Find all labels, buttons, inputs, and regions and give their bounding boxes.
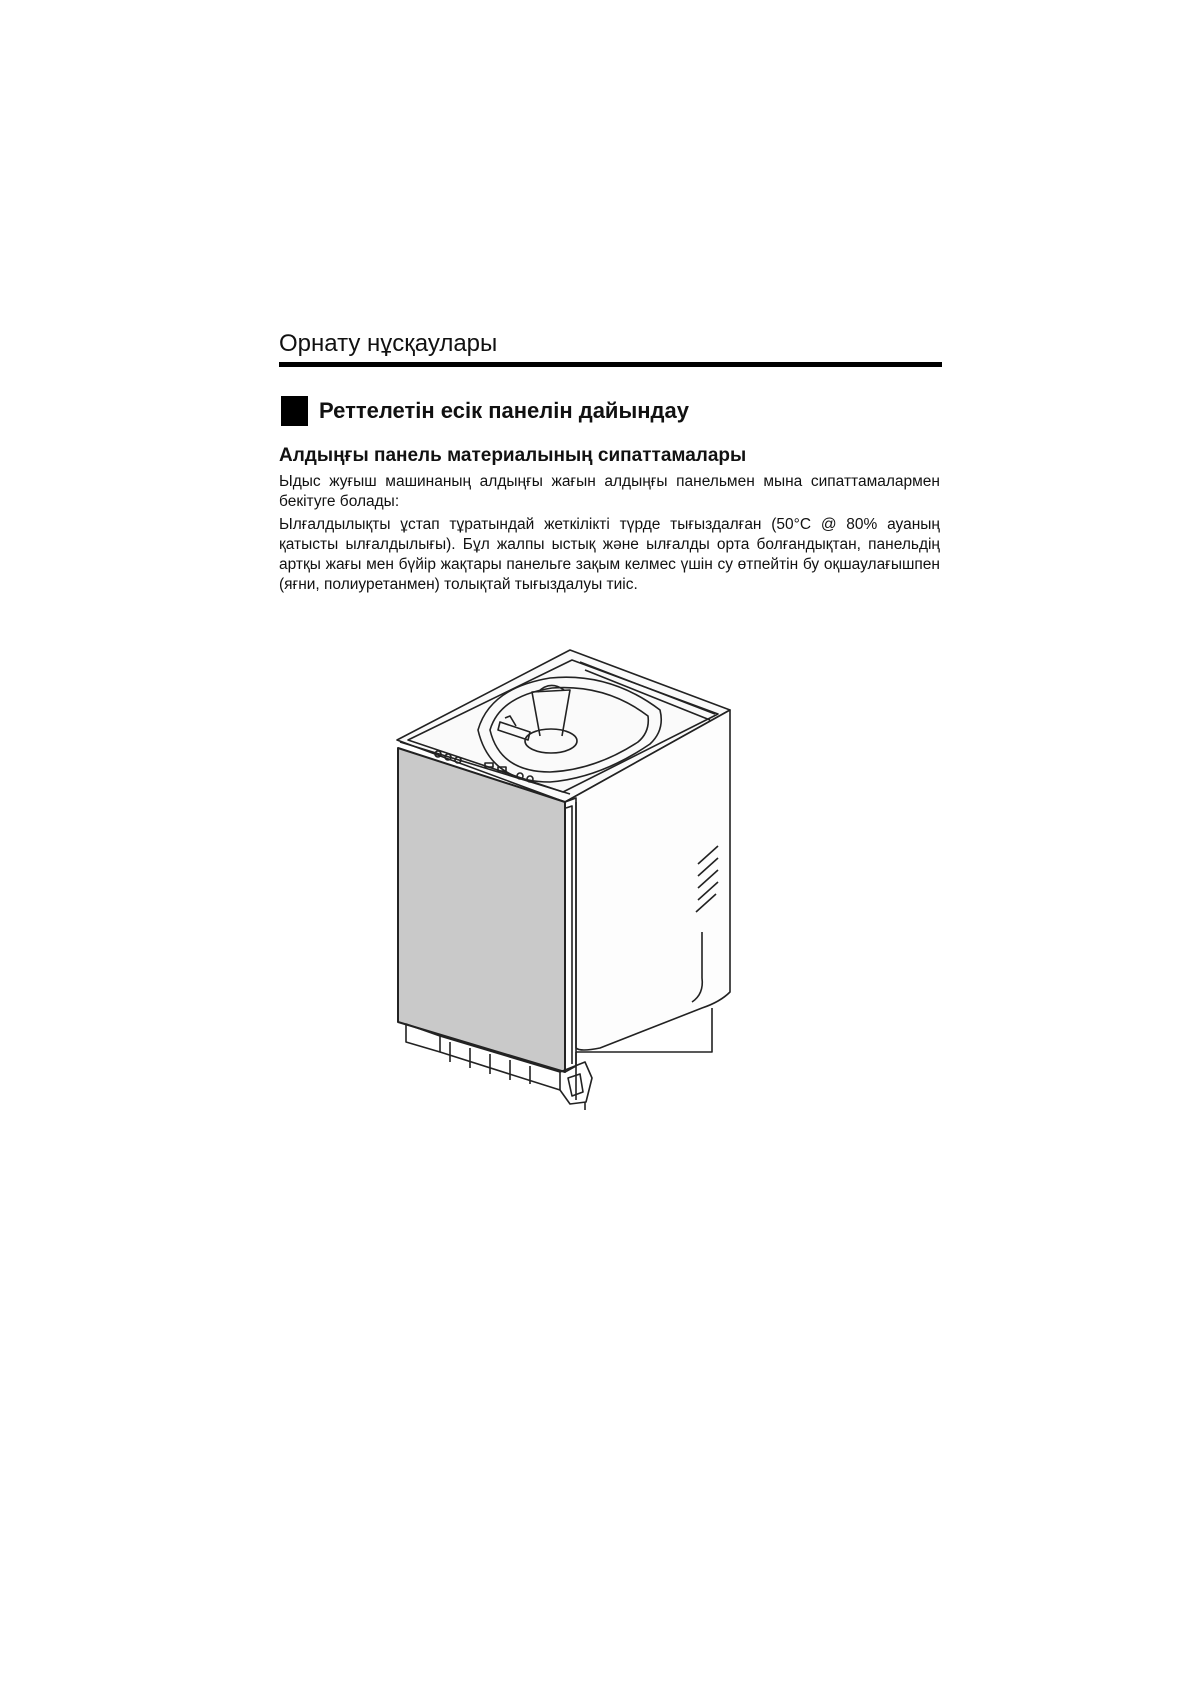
- subsection-title: Алдыңғы панель материалының сипаттамалары: [279, 445, 747, 466]
- dishwasher-illustration: [380, 632, 740, 1152]
- paragraph-intro: Ыдыс жуғыш машинаның алдыңғы жағын алдыңғы панельмен мына сипаттамалармен бекітуге болады:: [279, 473, 940, 510]
- paragraph-requirements: Ылғалдылықты ұстап тұратындай жеткілікті түрде тығыздалған (50°C @ 80% ауаның қатысты ылғалдылығы). Бұл жалпы ыстық және ылғалды орта болғандықтан, панельдің артқы жағы мен бүйір жақтары панельге зақым келмес үшін су өтпейтін бу оқшаулағышпен (яғни, полиуретанмен) толықтай тығыздалуы тиіс.: [279, 516, 940, 593]
- page-header: [279, 330, 942, 367]
- section-marker-square: [281, 396, 308, 426]
- dishwasher-drawing: [380, 632, 740, 1152]
- section-heading: [281, 396, 689, 426]
- page-title: Орнату нұсқаулары: [279, 330, 498, 357]
- section-title: Реттелетін есік панелін дайындау: [319, 398, 689, 423]
